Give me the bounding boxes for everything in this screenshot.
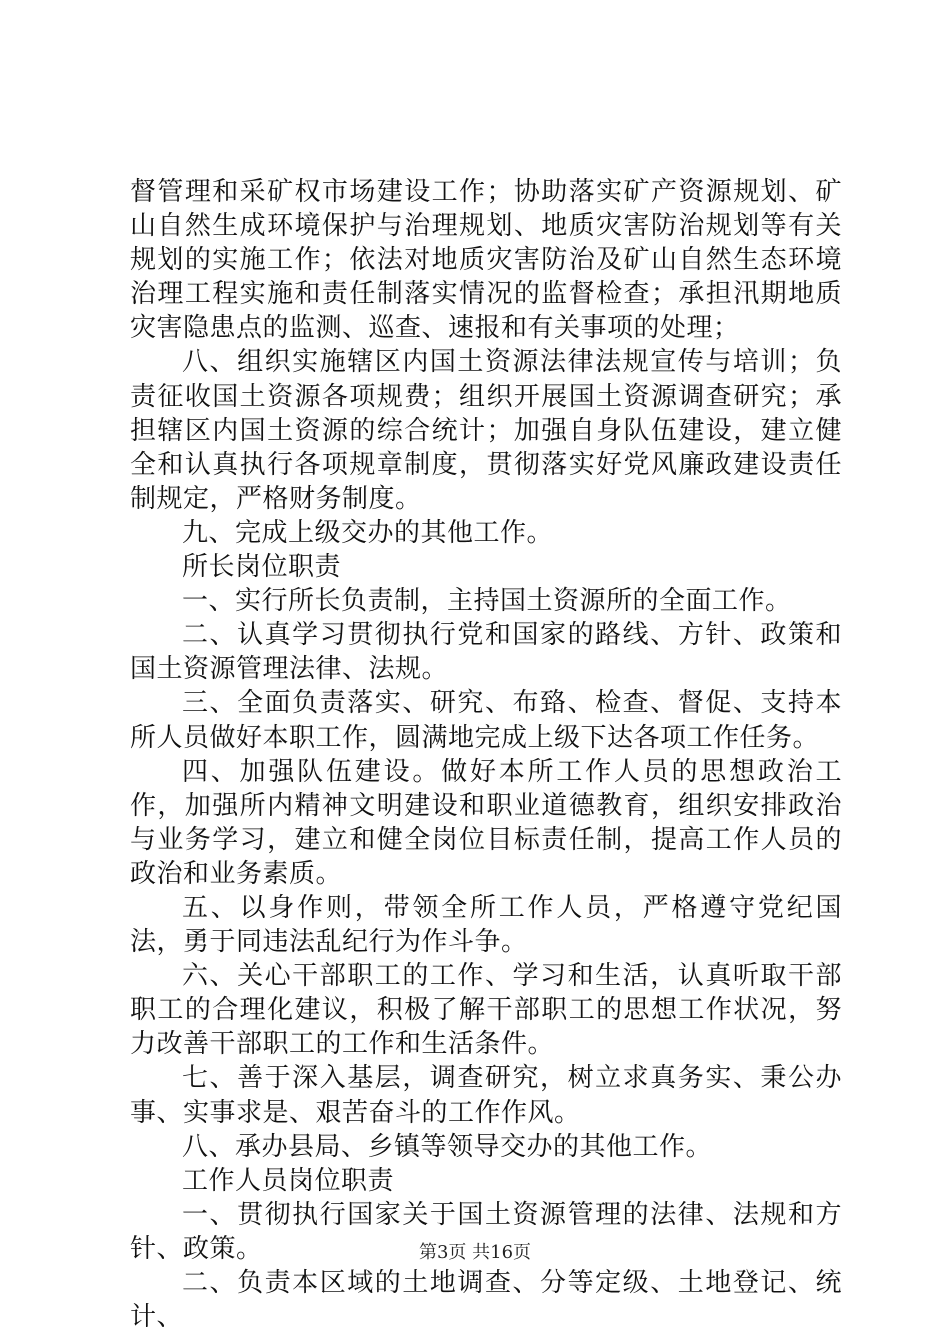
paragraph: 五、以身作则，带领全所工作人员，严格遵守党纪国法，勇于同违法乱纪行为作斗争。 bbox=[130, 892, 842, 958]
page-footer: 第3页 共16页 bbox=[418, 1242, 532, 1263]
paragraph: 工作人员岗位职责 bbox=[182, 1165, 395, 1196]
paragraph: 所长岗位职责 bbox=[182, 552, 342, 583]
paragraph: 督管理和采矿权市场建设工作；协助落实矿产资源规划、矿山自然生成环境保护与治理规划、地质灾害防治规划等有关规划的实施工作；依法对地质灾害防治及矿山自然生态环境治理工程实施和责任制落实情况的监督检查；承担汛期地质灾害隐患点的监测、巡查、速报和有关事项的处理； bbox=[130, 177, 842, 344]
paragraph: 七、善于深入基层，调查研究，树立求真务实、秉公办事、实事求是、艰苦奋斗的工作作风。 bbox=[130, 1063, 842, 1128]
paragraph: 二、负责本区域的土地调查、分等定级、土地登记、统计、 bbox=[130, 1268, 842, 1333]
paragraph: 三、全面负责落实、研究、布臵、检查、督促、支持本所人员做好本职工作，圆满地完成上级下达各项工作任务。 bbox=[130, 688, 842, 753]
paragraph: 八、组织实施辖区内国土资源法律法规宣传与培训；负责征收国土资源各项规费；组织开展国土资源调查研究；承担辖区内国土资源的综合统计；加强自身队伍建设，建立健全和认真执行各项规章制度，贯彻落实好党风廉政建设责任制规定，严格财务制度。 bbox=[130, 347, 842, 514]
paragraph: 一、实行所长负责制，主持国土资源所的全面工作。 bbox=[182, 586, 792, 617]
paragraph: 二、认真学习贯彻执行党和国家的路线、方针、政策和国土资源管理法律、法规。 bbox=[130, 620, 842, 685]
paragraph: 一、贯彻执行国家关于国土资源管理的法律、法规和方针、政策。 bbox=[130, 1199, 842, 1264]
paragraph: 六、关心干部职工的工作、学习和生活，认真听取干部职工的合理化建议，积极了解干部职工的思想工作状况，努力改善干部职工的工作和生活条件。 bbox=[130, 961, 842, 1060]
paragraph: 八、承办县局、乡镇等领导交办的其他工作。 bbox=[182, 1131, 713, 1162]
paragraph: 四、加强队伍建设。做好本所工作人员的思想政治工作，加强所内精神文明建设和职业道德教育，组织安排政治与业务学习，建立和健全岗位目标责任制，提高工作人员的政治和业务素质。 bbox=[130, 756, 842, 889]
paragraph: 九、完成上级交办的其他工作。 bbox=[182, 517, 554, 548]
document-body bbox=[130, 175, 842, 1334]
